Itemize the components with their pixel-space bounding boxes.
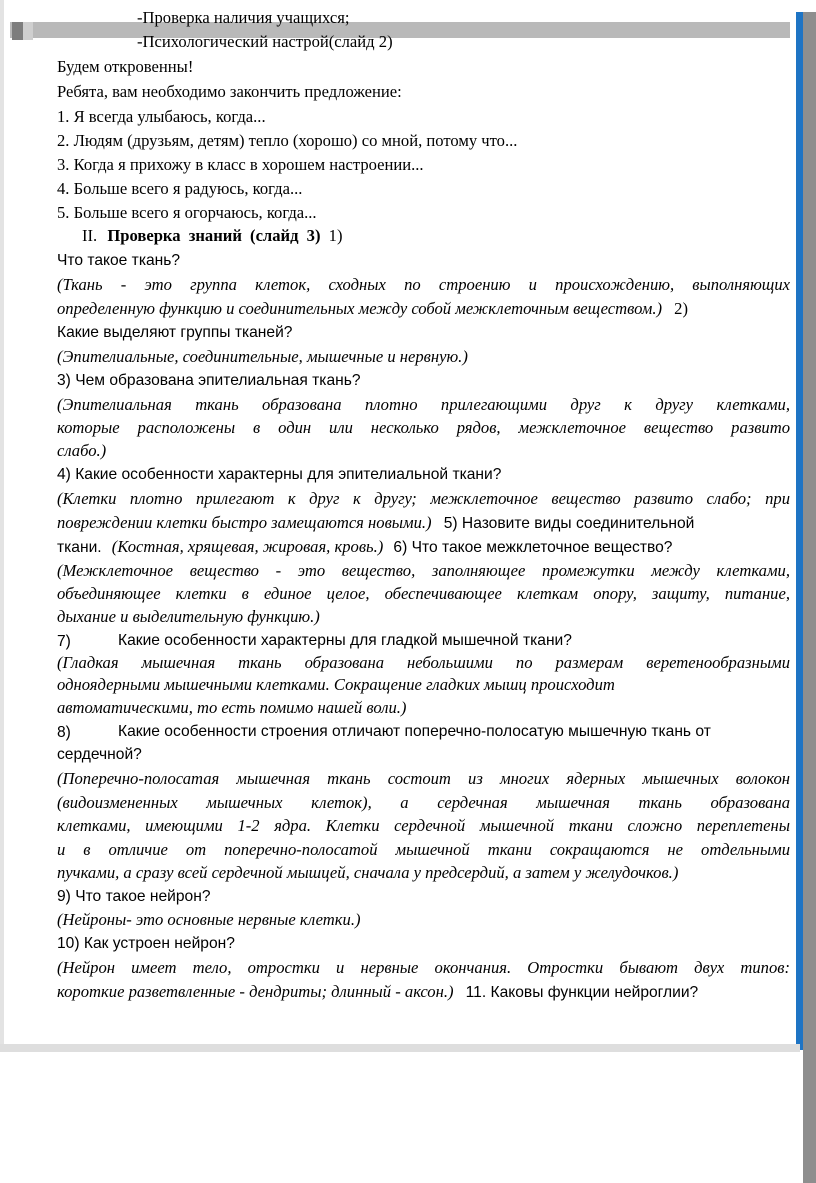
- answer-line: (Гладкая мышечная ткань образована небольшими по размерам веретенообразными: [57, 653, 790, 672]
- question-text: 6) Что такое межклеточное вещество?: [393, 539, 673, 556]
- text-line: [57, 535, 672, 560]
- right-bar-top-gap: [796, 0, 816, 12]
- answer-line: и в отличие от поперечно-полосатой мышечной ткани сокращаются не отдельными: [57, 840, 790, 859]
- text-line: 4. Больше всего я радуюсь, когда...: [57, 179, 303, 198]
- answer-line: клетками, имеющими 1-2 ядра. Клетки сердечной мышечной ткани сложно переплетены: [57, 816, 790, 835]
- answer-line: (Эпителиальные, соединительные, мышечные и нервную.): [57, 347, 468, 366]
- text-line: 3. Когда я прихожу в класс в хорошем настроении...: [57, 155, 424, 174]
- answer-line: которые расположены в один или несколько рядов, межклеточное вещество развито: [57, 418, 790, 437]
- page-frame-bottom: [0, 1044, 800, 1052]
- answer-line: (Ткань - это группа клеток, сходных по строению и происхождению, выполняющих: [57, 275, 790, 294]
- text-line: Будем откровенны!: [57, 57, 194, 76]
- answer-line: (Эпителиальная ткань образована плотно прилегающими друг к другу клетками,: [57, 395, 790, 414]
- question-text: ткани.: [57, 539, 102, 556]
- answer-line: (Межклеточное вещество - это вещество, заполняющее промежутки между клетками,: [57, 561, 790, 580]
- answer-text: определенную функцию и соединительных между собой межклеточным веществом.): [57, 299, 663, 318]
- right-scroll-bar[interactable]: [803, 0, 816, 1183]
- question-text: Какие особенности характерны для гладкой мышечной ткани?: [118, 632, 572, 649]
- text-line: 5. Больше всего я огорчаюсь, когда...: [57, 203, 317, 222]
- text-line: 1. Я всегда улыбаюсь, когда...: [57, 107, 266, 126]
- answer-text: (Костная, хрящевая, жировая, кровь.): [111, 537, 384, 556]
- right-accent-bar: [796, 0, 803, 1050]
- header-marker-light: [23, 22, 33, 40]
- answer-line: (Поперечно-полосатая мышечная ткань состоит из многих ядерных мышечных волокон: [57, 769, 790, 788]
- text-line: -Психологический настрой(слайд 2): [137, 32, 393, 51]
- question-text: 11. Каковы функции нейроглии?: [465, 984, 699, 1001]
- section-title: Проверка знаний (слайд 3): [107, 226, 321, 245]
- question-number: 8): [57, 724, 71, 741]
- page-frame-left: [0, 0, 4, 1052]
- text-line: [57, 297, 688, 321]
- question-line: 3) Чем образована эпителиальная ткань?: [57, 372, 361, 389]
- question-number: 7): [57, 633, 71, 650]
- question-text: 5) Назовите виды соединительной: [443, 515, 695, 532]
- question-line: 10) Как устроен нейрон?: [57, 935, 235, 952]
- question-line: Что такое ткань?: [57, 252, 181, 269]
- question-number: 2): [674, 299, 688, 318]
- header-marker: [12, 22, 23, 40]
- section-heading: [82, 224, 342, 248]
- answer-line: (Клетки плотно прилегают к друг к другу; межклеточное вещество развито слабо; при: [57, 489, 790, 508]
- answer-line: (Нейрон имеет тело, отростки и нервные окончания. Отростки бывают двух типов:: [57, 958, 790, 977]
- answer-line: пучками, а сразу всей сердечной мышцей, сначала у предсердий, а затем у желудочков.): [57, 863, 679, 882]
- text-line: [57, 980, 698, 1005]
- question-line: 9) Что такое нейрон?: [57, 888, 211, 905]
- question-line: 4) Какие особенности характерны для эпителиальной ткани?: [57, 466, 502, 483]
- answer-text: короткие разветвленные - дендриты; длинный - аксон.): [57, 982, 454, 1001]
- answer-line: объединяющее клетки в единое целое, обеспечивающее клеткам опору, защиту, питание,: [57, 584, 790, 603]
- question-text: Какие особенности строения отличают поперечно-полосатую мышечную ткань от: [118, 723, 711, 740]
- text-line: -Проверка наличия учащихся;: [137, 8, 350, 27]
- text-line: [57, 511, 694, 536]
- question-line: сердечной?: [57, 746, 142, 763]
- answer-text: повреждении клетки быстро замещаются новыми.): [57, 513, 432, 532]
- answer-line: (Нейроны- это основные нервные клетки.): [57, 910, 361, 929]
- question-line: [57, 720, 711, 745]
- answer-line: слабо.): [57, 441, 107, 460]
- text-line: 2. Людям (друзьям, детям) тепло (хорошо) со мной, потому что...: [57, 131, 518, 150]
- question-number: 1): [328, 226, 343, 245]
- text-line: Ребята, вам необходимо закончить предложение:: [57, 82, 402, 101]
- header-band: [10, 22, 790, 38]
- answer-line: дыхание и выделительную функцию.): [57, 607, 320, 626]
- section-number: II.: [82, 226, 98, 245]
- question-line: Какие выделяют группы тканей?: [57, 324, 293, 341]
- answer-line: (видоизмененных мышечных клеток), а сердечная мышечная ткань образована: [57, 793, 790, 812]
- answer-line: автоматическими, то есть помимо нашей воли.): [57, 698, 407, 717]
- answer-line: одноядерными мышечными клетками. Сокращение гладких мышц происходит: [57, 675, 615, 694]
